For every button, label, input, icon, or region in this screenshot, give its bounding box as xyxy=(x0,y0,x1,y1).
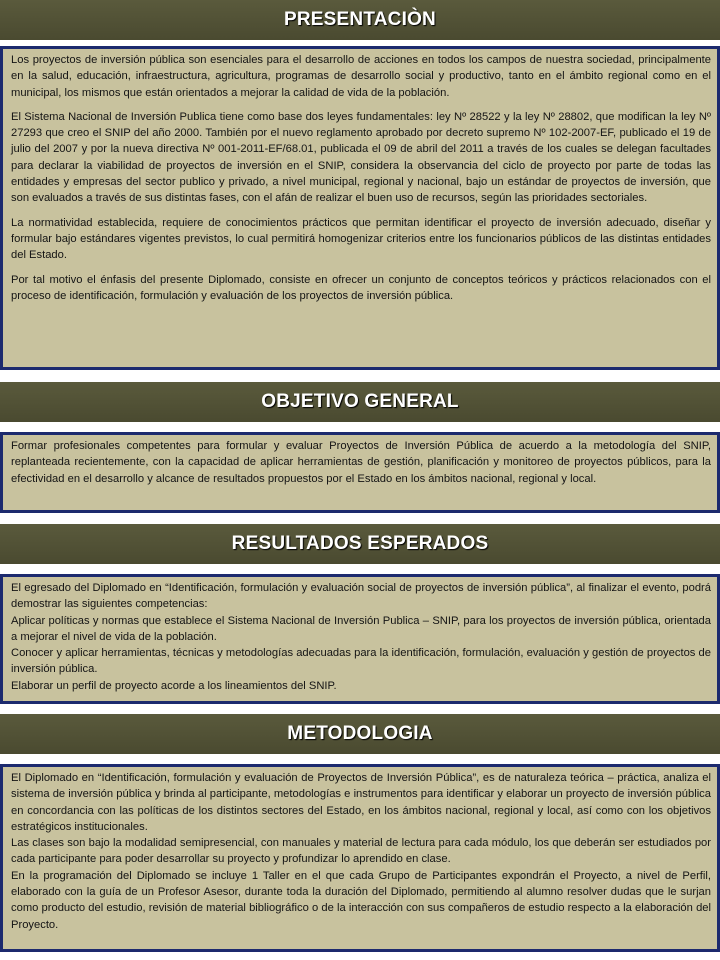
paragraph: Elaborar un perfil de proyecto acorde a los lineamientos del SNIP. xyxy=(11,679,337,692)
section-title: METODOLOGIA xyxy=(287,723,433,744)
paragraph: El Sistema Nacional de Inversión Publica tiene como base dos leyes fundamentales: ley Nº 28522 y la ley Nº 28802, que modifican la ley Nº 27293 que creo el SNIP del año 2000. También por el nuevo reglamento aprobado por decreto supremo Nº 102-2007-EF, publicado el 19 de julio del 2007 y por la nueva directiva Nº 001-2011-EF/68.01, publicada el 09 de abril del 2011 a través de los cuales se delegan facultades para declarar la viabilidad de proyectos de inversión en el SNIP, considera la observancia del ciclo de proyecto por parte de todas las entidades y empresas del sector publico y privado, a nivel municipal, regional y nacional, bajo un estándar de proyectos de inversión, que son evaluados a través de sus distintas fases, con el afán de realizar el buen uso de recursos, según las prioridades sectoriales. xyxy=(11,110,711,205)
section-header-presentacion xyxy=(0,0,720,40)
section-title: OBJETIVO GENERAL xyxy=(261,391,459,412)
paragraph: El Diplomado en “Identificación, formulación y evaluación de Proyectos de Inversión Pública”, es de naturaleza teórica – práctica, analiza el sistema de inversión pública y brinda al participante, metodologías e instrumentos para identificar y elaborar un proyecto de inversión pública en concordancia con las políticas de los distintos sectores del Estado, en los ámbitos nacional, regional y local, así como con los objetivos estratégicos institucionales. xyxy=(11,772,711,833)
section-body-metodologia xyxy=(0,764,720,952)
paragraph: Las clases son bajo la modalidad semipresencial, con manuales y material de lectura para cada módulo, los que deberán ser estudiados por cada participante para poder desarrollar su proyecto y profundizar lo aprendido en clase. xyxy=(11,837,711,866)
paragraph: Aplicar políticas y normas que establece el Sistema Nacional de Inversión Publica – SNIP, para los proyectos de inversión pública, orientada a mejorar el nivel de vida de la población. xyxy=(11,614,711,643)
section-body-objetivo xyxy=(0,432,720,513)
section-header-objetivo xyxy=(0,382,720,422)
paragraph: Formar profesionales competentes para formular y evaluar Proyectos de Inversión Pública de acuerdo a la metodología del SNIP, replanteada recientemente, con la capacidad de aplicar herramientas de gestión, planificación y monitoreo de proyectos públicos, para la efectividad en el desarrollo y alcance de resultados propuestos por el Estado en los ámbitos nacional, regional y local. xyxy=(11,440,711,485)
paragraph: Los proyectos de inversión pública son esenciales para el desarrollo de acciones en todos los campos de nuestra sociedad, principalmente en la salud, educación, infraestructura, agricultura, programas de desarrollo social y productivo, tanto en el ámbito regional como en el municipal, los mismos que están orientados a mejorar la calidad de vida de la población. xyxy=(11,54,711,99)
paragraph: La normatividad establecida, requiere de conocimientos prácticos que permitan identificar el proyecto de inversión adecuado, diseñar y formular bajo estándares vigentes previstos, lo cual permitirá homogenizar criterios entre los funcionarios públicos de las distintas entidades del Estado. xyxy=(11,216,711,262)
section-header-resultados xyxy=(0,524,720,564)
section-header-metodologia xyxy=(0,714,720,754)
section-title: RESULTADOS ESPERADOS xyxy=(231,533,489,554)
paragraph: En la programación del Diplomado se incluye 1 Taller en el que cada Grupo de Participantes expondrán el Proyecto, a nivel de Perfil, elaborado con la guía de un Profesor Asesor, durante toda la duración del Diplomado, permitiendo al alumno resolver dudas que le surjan como producto del estudio, revisión de material bibliográfico o de la interacción con sus compañeros de estudio respecto a la elaboración del Proyecto. xyxy=(11,869,711,931)
paragraph: Por tal motivo el énfasis del presente Diplomado, consiste en ofrecer un conjunto de conceptos teóricos y prácticos relacionados con el proceso de identificación, formulación y evaluación de los proyectos de inversión pública. xyxy=(11,273,711,302)
section-body-presentacion xyxy=(0,46,720,370)
paragraph: El egresado del Diplomado en “Identificación, formulación y evaluación social de proyectos de inversión pública”, al finalizar el evento, podrá demostrar las siguientes competencias: xyxy=(11,582,711,611)
paragraph: Conocer y aplicar herramientas, técnicas y metodologías adecuadas para la identificación, formulación, evaluación y gestión de proyectos de inversión pública. xyxy=(11,647,711,676)
section-body-resultados xyxy=(0,574,720,704)
section-title: PRESENTACIÒN xyxy=(284,9,436,30)
